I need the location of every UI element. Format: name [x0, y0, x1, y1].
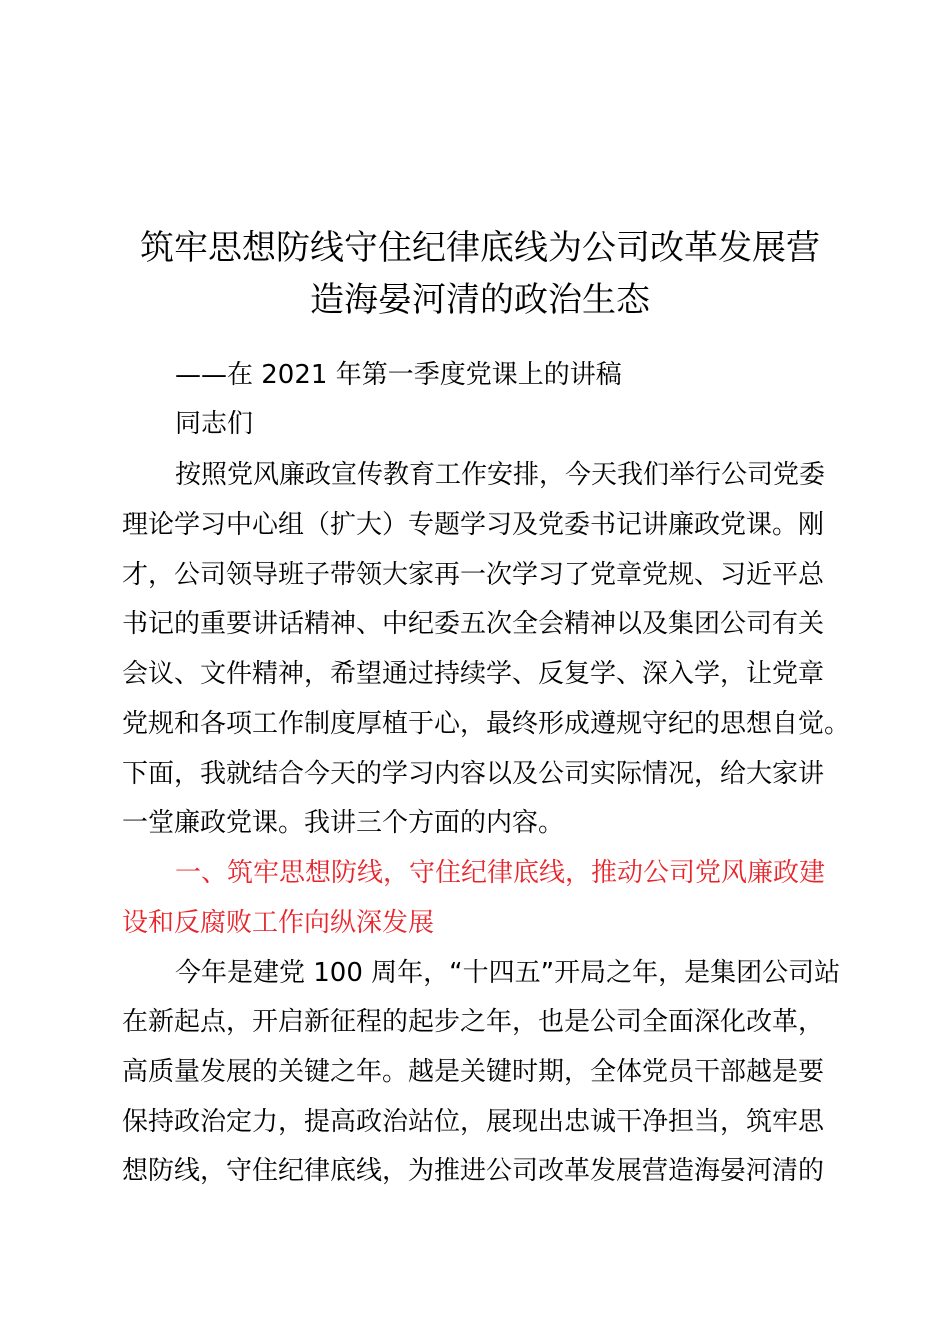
section-1-heading-line-2: 设和反腐败工作向纵深发展: [122, 908, 435, 938]
paragraph-2-line-1: 今年是建党 100 周年，“十四五”开局之年，是集团公司站: [175, 958, 841, 988]
paragraph-1-line-2: 理论学习中心组（扩大）专题学习及党委书记讲廉政党课。刚: [122, 510, 825, 540]
paragraph-1-line-3: 才，公司领导班子带领大家再一次学习了党章党规、习近平总: [122, 560, 825, 590]
paragraph-1-line-5: 会议、文件精神，希望通过持续学、反复学、深入学，让党章: [122, 659, 825, 689]
paragraph-1-line-8: 一堂廉政党课。我讲三个方面的内容。: [122, 808, 565, 838]
paragraph-1-line-4: 书记的重要讲话精神、中纪委五次全会精神以及集团公司有关: [122, 609, 825, 639]
document-subtitle: ——在 2021 年第一季度党课上的讲稿: [175, 360, 622, 390]
paragraph-2-line-4: 保持政治定力，提高政治站位，展现出忠诚干净担当，筑牢思: [122, 1107, 825, 1137]
paragraph-2-line-5: 想防线，守住纪律底线，为推进公司改革发展营造海晏河清的: [122, 1156, 825, 1186]
paragraph-1-line-6: 党规和各项工作制度厚植于心，最终形成遵规守纪的思想自觉。: [122, 709, 851, 739]
salutation: 同志们: [175, 409, 254, 439]
paragraph-1-line-7: 下面，我就结合今天的学习内容以及公司实际情况，给大家讲: [122, 759, 825, 789]
paragraph-2-line-2: 在新起点，开启新征程的起步之年，也是公司全面深化改革，: [122, 1007, 825, 1037]
paragraph-2-line-3: 高质量发展的关键之年。越是关键时期，全体党员干部越是要: [122, 1057, 825, 1087]
document-title-line-2: 造海晏河清的政治生态: [310, 280, 650, 320]
document-title-line-1: 筑牢思想防线守住纪律底线为公司改革发展营: [140, 228, 820, 268]
paragraph-1-line-1: 按照党风廉政宣传教育工作安排，今天我们举行公司党委: [175, 460, 826, 490]
section-1-heading-line-1: 一、筑牢思想防线，守住纪律底线，推动公司党风廉政建: [175, 858, 826, 888]
